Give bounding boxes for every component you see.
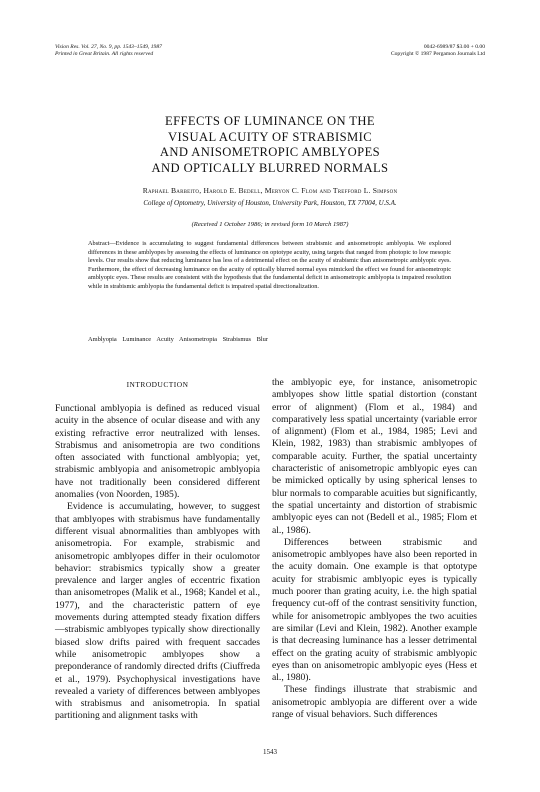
paragraph: Functional amblyopia is defined as reduced visual acuity in the absence of ocular disease and with any existing refractive error neutralized with lenses. Strabismus and anisometropia are two conditions often associated with functional amblyopia; yet, strabismic amblyopia and anisometropic amblyopia have not traditionally been considered different anomalies (von Noorden, 1985). (55, 403, 260, 501)
keyword: Amblyopia (88, 336, 117, 343)
title-line: VISUAL ACUITY OF STRABISMIC (167, 129, 373, 144)
abstract: Abstract—Evidence is accumulating to suggest fundamental differences between strabismic and anisometropic amblyopia. We explored differences in these amblyopes by assessing the effects of luminance on optotype acuity, using targets that ranged from photopic to low mesopic levels. Our results show that reducing luminance has less of a detrimental effect on the acuity of strabismic than anisometropic amblyopic eyes. Furthermore, the effect of decreasing luminance on the acuity of optically blurred normal eyes mimicked the effect we found for anisometropic amblyopic eyes. These results are consistent with the hypothesis that the fundamental deficit in anisometropic amblyopia is impaired resolution while in strabismic amblyopia the fundamental deficit is impaired spatial directionalization. (88, 240, 451, 290)
title-line: AND ANISOMETROPIC AMBLYOPES (159, 145, 381, 159)
left-column (55, 403, 260, 723)
keywords (88, 336, 468, 343)
right-column (272, 377, 477, 721)
article-title (0, 114, 540, 176)
citation-line: Vision Res. Vol. 27, No. 9, pp. 1543–1549, 1987 (55, 44, 162, 50)
copyright-block (300, 44, 485, 58)
keyword: Luminance (122, 336, 152, 343)
affiliation: College of Optometry, University of Houston, University Park, Houston, TX 77004, U.S.A. (143, 199, 397, 207)
received-dates: (Received 1 October 1986; in revised form 10 March 1987) (191, 221, 349, 228)
title-line: EFFECTS OF LUMINANCE ON THE (165, 114, 375, 128)
paragraph: the amblyopic eye, for instance, anisometropic amblyopes show little spatial distortion (constant error of alignment) (Flom et al., 1984) and comparatively less spatial uncertainty (variable error of alignment) (Flom et al., 1984, 1985; Levi and Klein, 1982, 1983) than strabismic amblyopes of comparable acuity. Further, the spatial uncertainty characteristic of anisometropic amblyopic eyes can be mimicked optically by using spherical lenses to blur normals to comparable acuities but significantly, the spatial uncertainty and distortion of strabismic amblyopic eyes can not (Bedell et al., 1985; Flom et al., 1986). (272, 377, 477, 536)
journal-citation (55, 44, 162, 58)
keyword: Blur (256, 336, 269, 343)
paragraph: Differences between strabismic and anisometropic amblyopes have also been reported in the acuity domain. One example is that optotype acuity for strabismic amblyopic eyes is typically much poorer than grating acuity, i.e. the high spatial frequency cut-off of the contrast sensitivity function, while for anisometropic amblyopes the two acuities are similar (Levi and Klein, 1982). Another example is that decreasing luminance has a lesser detrimental effect on the grating acuity of strabismic amblyopic eyes than on anisometropic amblyopic eyes (Hess et al., 1980). (272, 536, 477, 684)
paragraph: Evidence is accumulating, however, to suggest that amblyopes with strabismus have fundamentally different visual abnormalities than amblyopes with anisometropia. For example, strabismic and anisometropic amblyopes differ in their oculomotor behavior: strabismics typically show a greater prevalence and larger angles of eccentric fixation than anisometropes (Malik et al., 1968; Kandel et al., 1977), and the characteristic pattern of eye movements during attempted steady fixation differs—strabismic amblyopes typically show directionally biased slow drifts paired with frequent saccades while anisometropic amblyopes show a preponderance of randomly directed drifts (Ciuffreda et al., 1979). Psychophysical investigations have revealed a variety of differences between amblyopes with strabismus and anisometropia. In spatial partitioning and alignment tasks with (55, 501, 260, 722)
page-number: 1543 (263, 748, 277, 756)
keyword: Acuity (156, 336, 174, 343)
issn-price-line: 0042-6989/87 $3.00 + 0.00 (423, 44, 485, 50)
title-line: AND OPTICALLY BLURRED NORMALS (151, 160, 389, 175)
section-heading: INTRODUCTION (126, 380, 189, 389)
copyright-line: Copyright © 1987 Pergamon Journals Ltd (390, 51, 485, 57)
author-list: Raphael Barbeito, Harold E. Bedell, Meryon C. Flom and Trefford L. Simpson (142, 186, 398, 195)
paragraph: These findings illustrate that strabismic and anisometropic amblyopia are different over a wide range of visual behaviors. Such differences (272, 684, 477, 721)
printed-line: Printed in Great Britain. All rights reserved (55, 51, 154, 57)
keyword: Strabismus (222, 336, 252, 343)
keyword: Anisometropia (179, 336, 218, 343)
